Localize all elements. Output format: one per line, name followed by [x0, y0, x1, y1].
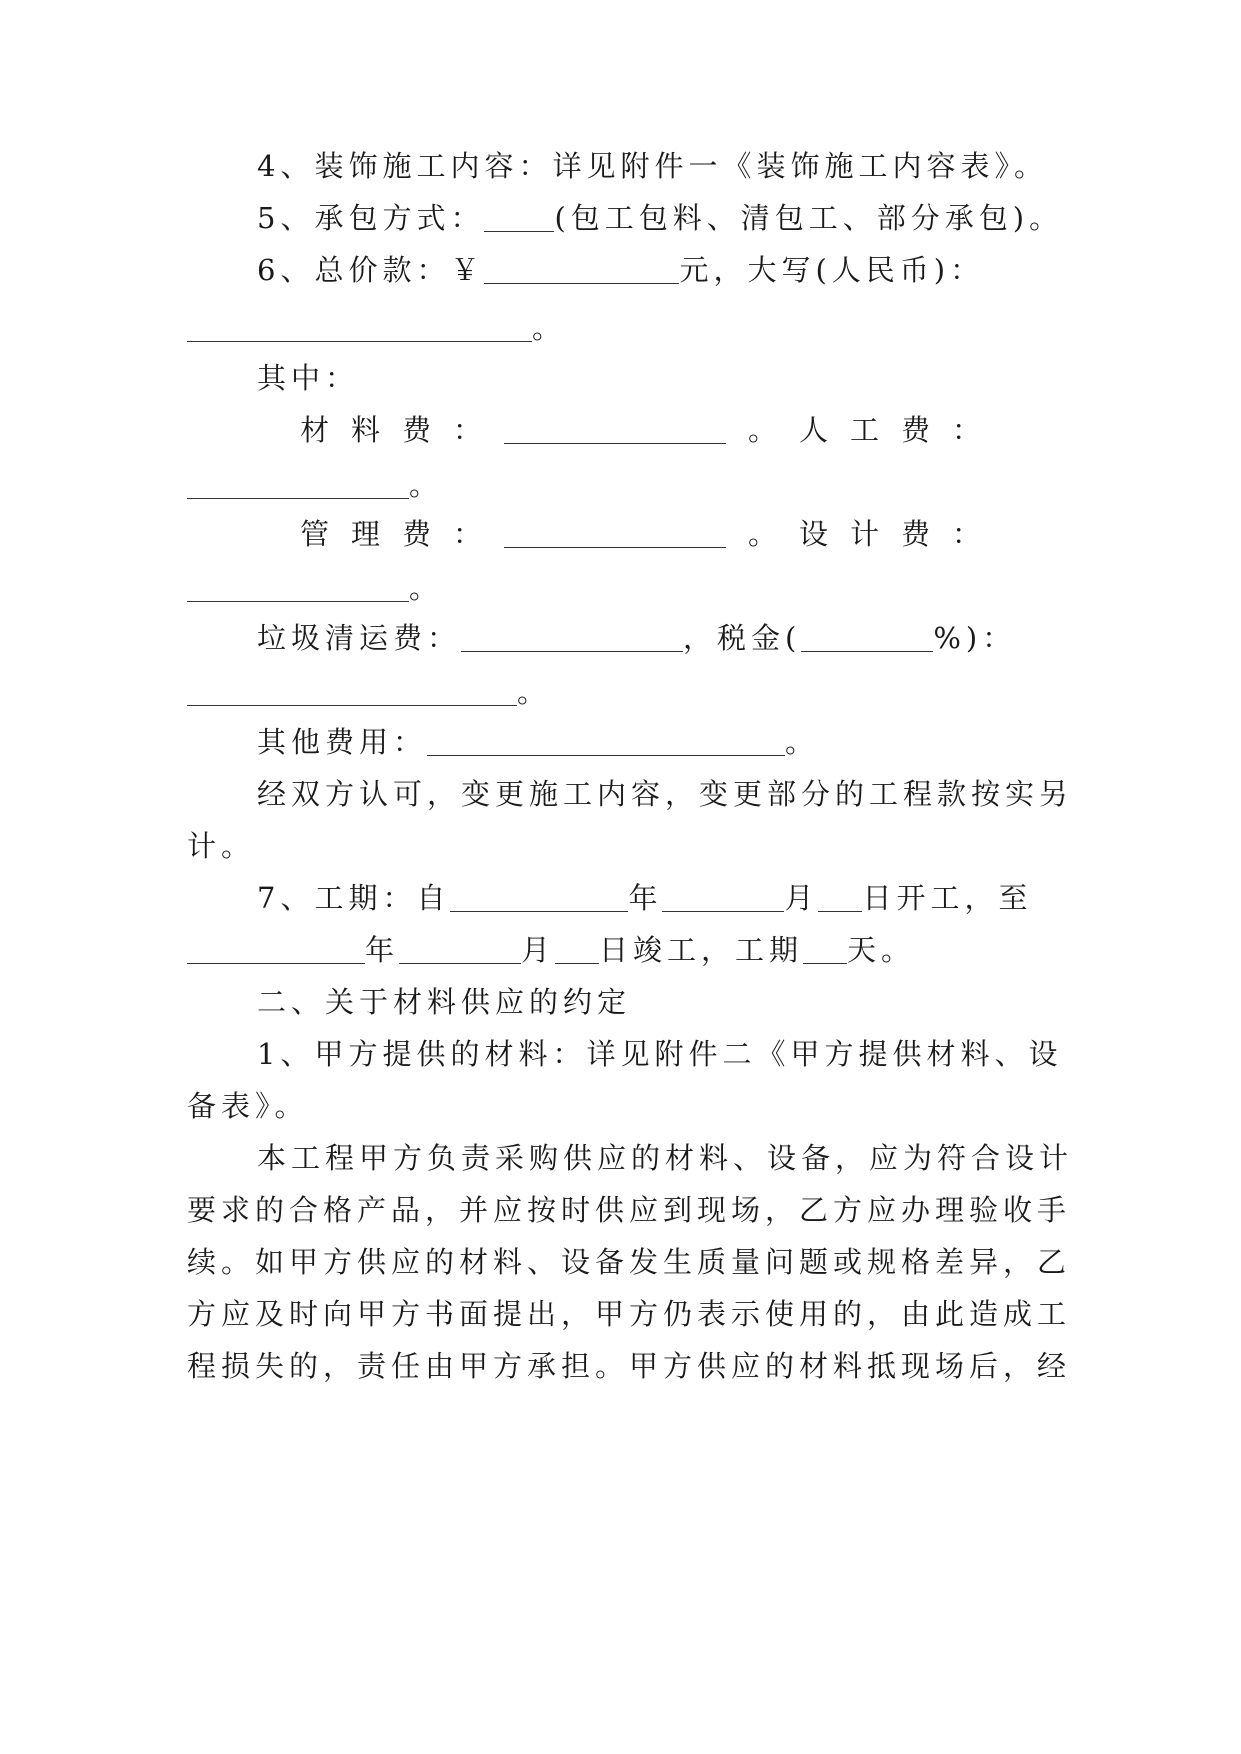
month-label: 月 [784, 881, 819, 915]
clause-5-options: (包工包料、清包工、部分承包)。 [554, 201, 1064, 235]
clause-5-line [257, 198, 1127, 238]
paragraph-text-3: 续。如甲方供应的材料、设备发生质量问题或规格差异，乙 [187, 1245, 1072, 1279]
clause-7-line [257, 878, 1127, 918]
tax-rate-blank [801, 621, 933, 652]
days-label: 天。 [847, 933, 916, 967]
design-fee-label: 。设计费： [748, 517, 1004, 551]
paragraph-text-5: 程损失的，责任由甲方承担。甲方供应的材料抵现场后，经 [187, 1349, 1072, 1383]
period-text: 。 [517, 675, 552, 709]
paragraph-text-2: 要求的合格产品，并应按时供应到现场，乙方应办理验收手 [187, 1193, 1072, 1227]
tax-label: ，税金( [683, 621, 802, 655]
design-fee-blank [187, 571, 409, 602]
paragraph-line-2 [187, 1190, 1072, 1230]
end-year-blank [187, 933, 365, 964]
labor-fee-label: 。人工费： [748, 413, 1004, 447]
section-2-clause-1-text-cont: 备表》。 [187, 1089, 309, 1123]
start-month-blank [662, 881, 784, 912]
duration-label: 7、工期：自 [257, 881, 451, 915]
total-price-words-blank [187, 311, 532, 342]
period-text: 。 [409, 571, 444, 605]
garbage-fee-label: 垃圾清运费： [257, 621, 462, 655]
paragraph-line-1 [257, 1138, 1127, 1178]
start-work-label: 日开工，至 [862, 881, 1033, 915]
contract-method-blank [484, 201, 554, 232]
paragraph-line-5 [187, 1346, 1072, 1386]
tax-percent-label: %)： [933, 621, 1017, 655]
completion-label: 日竣工，工期 [599, 933, 804, 967]
tax-amount-blank [187, 675, 517, 706]
period-text: 。 [532, 311, 567, 345]
garbage-tax-line [257, 618, 1127, 658]
other-fees-line [257, 722, 1127, 762]
total-price-blank [484, 253, 679, 284]
section-2-clause-1-text: 1、甲方提供的材料：详见附件二《甲方提供材料、设 [257, 1037, 1063, 1071]
section-2-clause-1 [257, 1034, 1127, 1074]
clause-7-cont [187, 930, 1057, 970]
paragraph-line-4 [187, 1294, 1072, 1334]
clause-6-suffix: 元，大写(人民币)： [679, 253, 985, 287]
management-fee-label: 管理费： [300, 517, 505, 551]
total-price-words-line [187, 308, 1057, 348]
year-label: 年 [628, 881, 663, 915]
material-fee-blank [504, 413, 726, 444]
management-fee-blank [504, 517, 726, 548]
year-label: 年 [365, 933, 400, 967]
other-fees-blank [427, 725, 785, 756]
other-fees-label: 其他费用： [257, 725, 428, 759]
end-month-blank [399, 933, 521, 964]
garbage-fee-blank [461, 621, 683, 652]
change-clause-text-cont: 计。 [187, 829, 256, 863]
period-text: 。 [409, 468, 444, 502]
end-day-blank [555, 933, 599, 964]
change-clause-cont [187, 826, 1057, 866]
design-fee-line [187, 568, 1057, 608]
material-labor-line [300, 410, 1170, 450]
clause-6-line [257, 250, 1127, 290]
management-design-line [300, 514, 1170, 554]
paragraph-line-3 [187, 1242, 1072, 1282]
clause-4-line [257, 146, 1127, 186]
clause-4-text: 4、装饰施工内容：详见附件一《装饰施工内容表》。 [257, 149, 1048, 183]
material-fee-label: 材料费： [300, 413, 505, 447]
start-year-blank [450, 881, 628, 912]
paragraph-text-4: 方应及时向甲方书面提出，甲方仍表示使用的，由此造成工 [187, 1297, 1072, 1331]
duration-days-blank [803, 933, 847, 964]
start-day-blank [818, 881, 862, 912]
period-text: 。 [785, 725, 820, 759]
labor-fee-blank [187, 468, 409, 499]
clause-5-label: 5、承包方式： [257, 201, 485, 235]
section-2-title: 二、关于材料供应的约定 [257, 985, 632, 1019]
section-2-heading [257, 982, 1127, 1022]
section-2-clause-1-cont [187, 1086, 1057, 1126]
labor-fee-line [187, 465, 1057, 505]
tax-amount-line [187, 672, 1057, 712]
change-clause-line [257, 774, 1127, 814]
month-label: 月 [521, 933, 556, 967]
paragraph-text-1: 本工程甲方负责采购供应的材料、设备，应为符合设计 [257, 1141, 1074, 1175]
among-which-label: 其中： [257, 361, 360, 395]
among-which-line [257, 358, 1127, 398]
clause-6-label: 6、总价款：￥ [257, 253, 485, 287]
change-clause-text: 经双方认可，变更施工内容，变更部分的工程款按实另 [257, 777, 1074, 811]
